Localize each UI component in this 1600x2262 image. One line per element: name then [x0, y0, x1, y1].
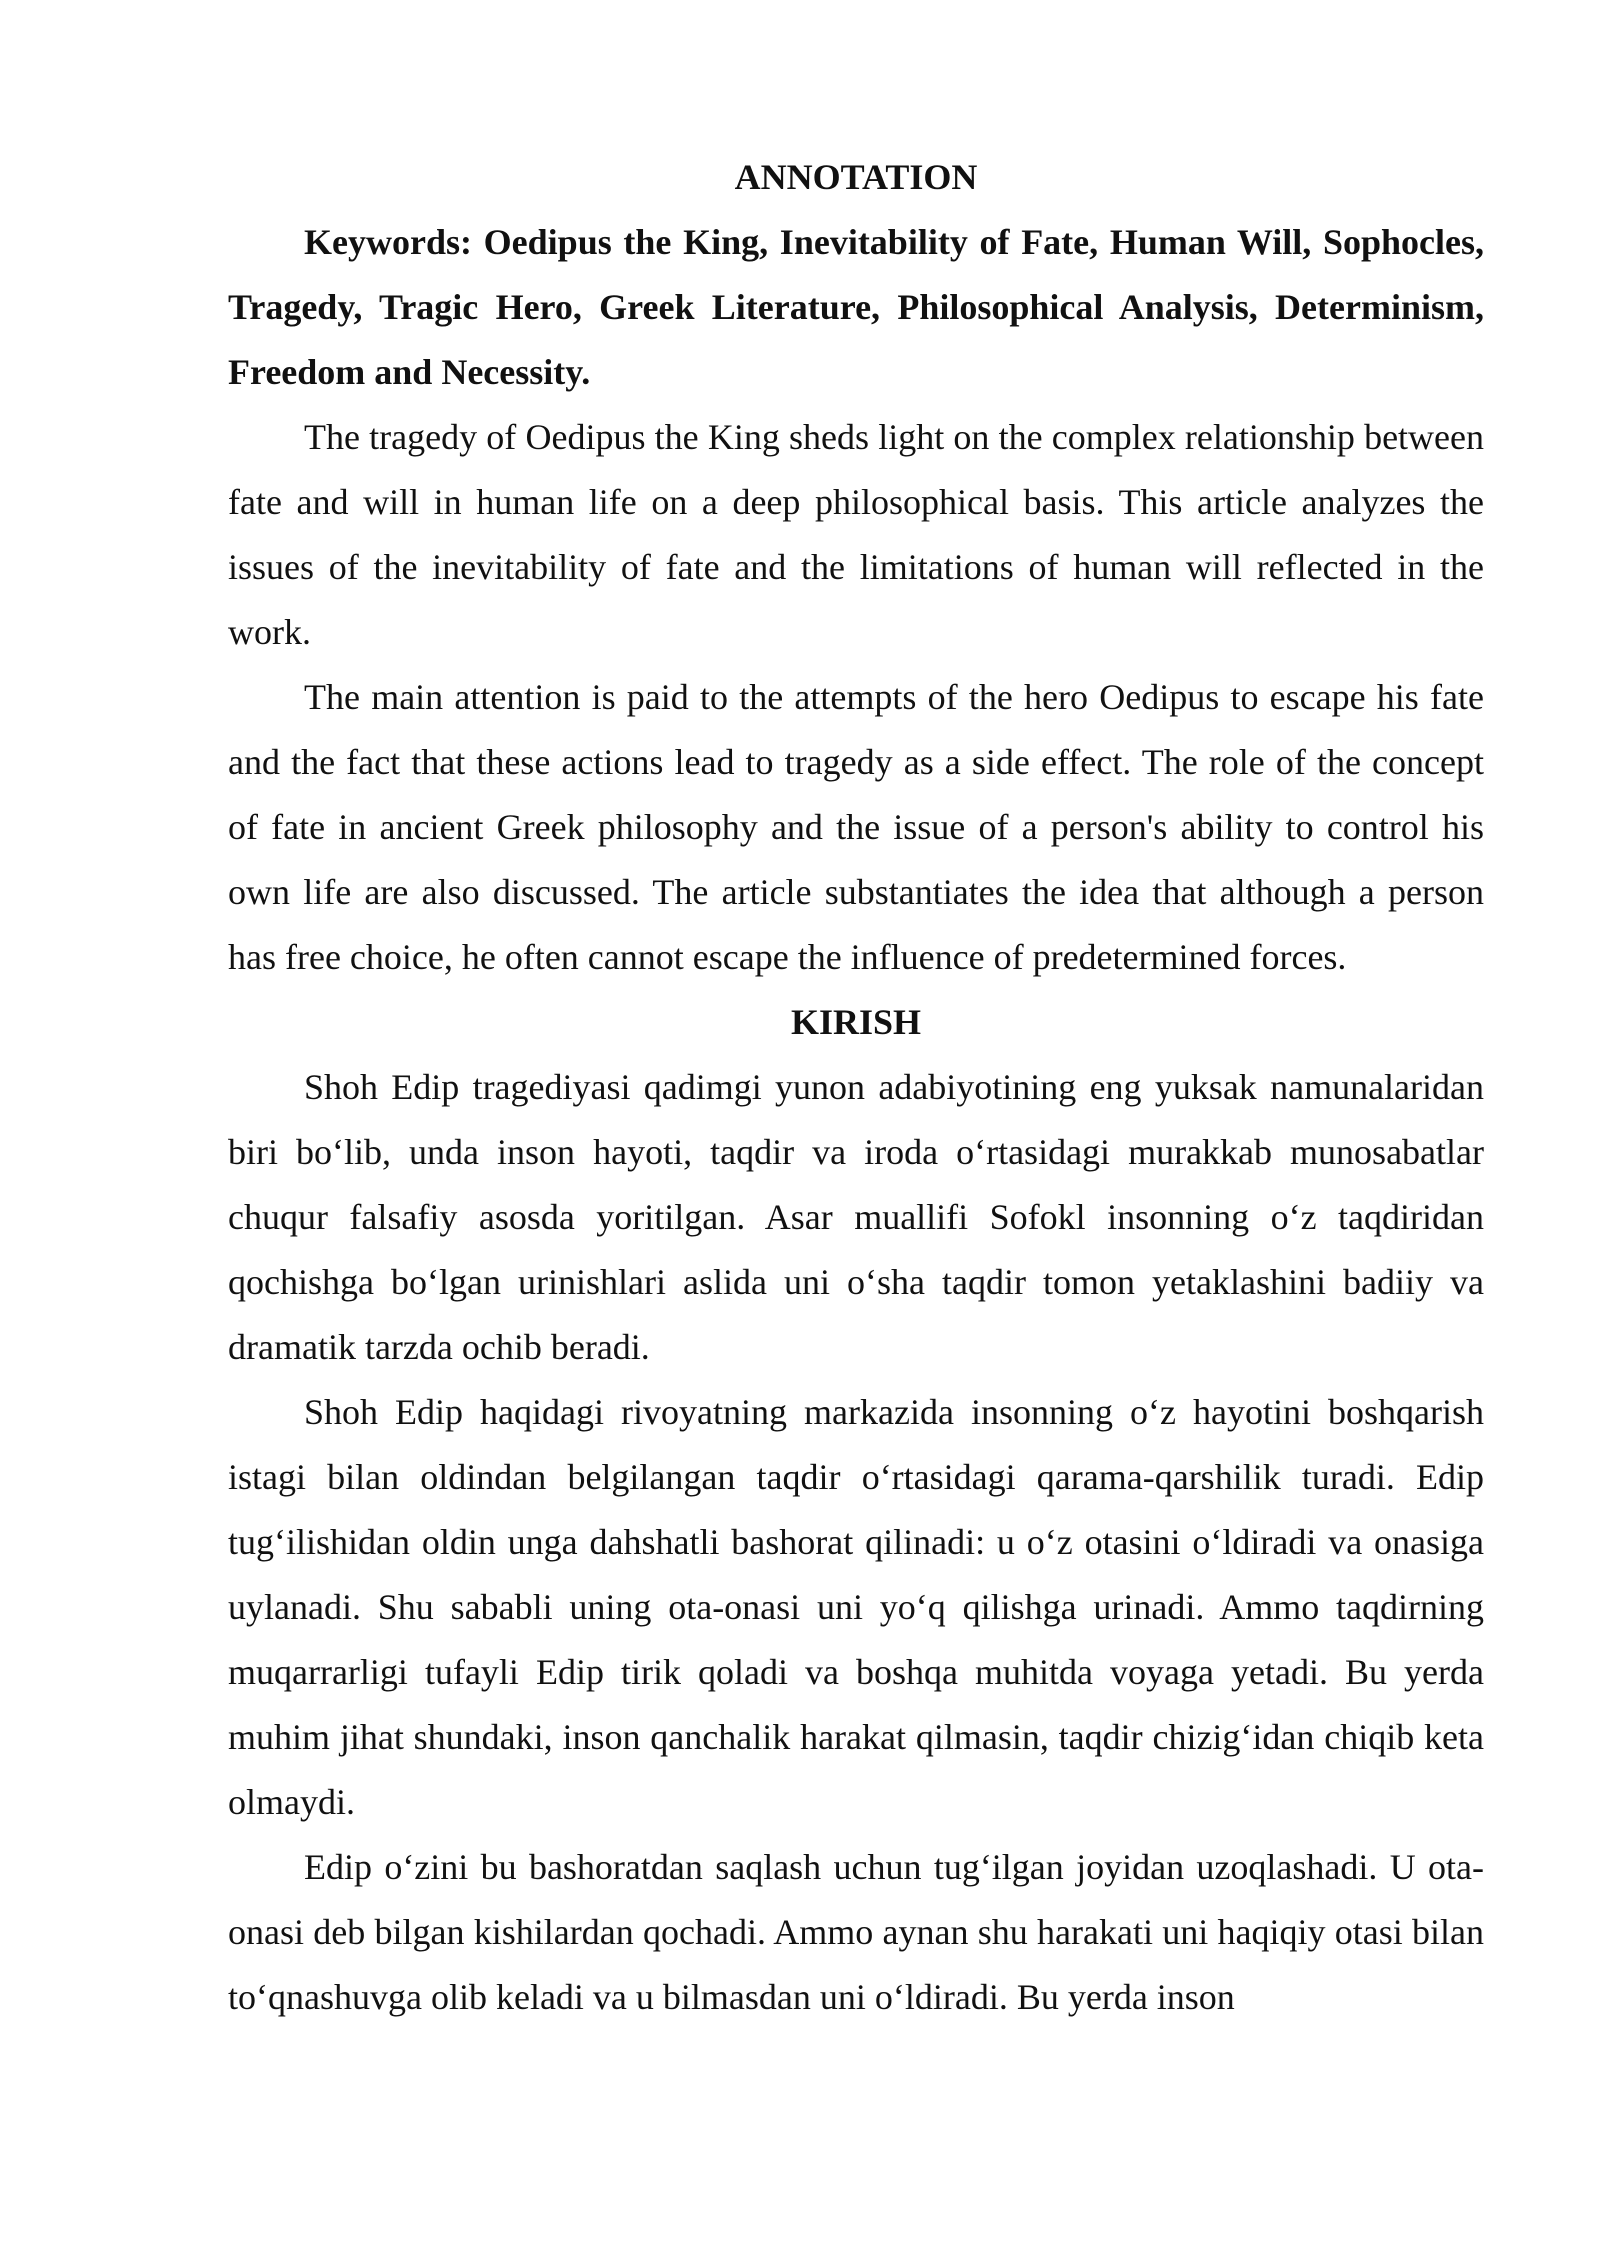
keywords-paragraph: Keywords: Oedipus the King, Inevitability of Fate, Human Will, Sophocles, Tragedy, Tragic Hero, Greek Literature, Philosophical Analysis, Determinism, Freedom and Necessity. — [228, 222, 1484, 392]
kirish-paragraph-3: Edip o‘zini bu bashoratdan saqlash uchun tug‘ilgan joyidan uzoqlashadi. U ota-onasi deb bilgan kishilardan qochadi. Ammo aynan shu harakati uni haqiqiy otasi bilan to‘qnashuvga olib keladi va u bilmasdan uni o‘ldiradi. Bu yerda inson — [228, 1847, 1484, 2017]
kirish-paragraph-2: Shoh Edip haqidagi rivoyatning markazida insonning o‘z hayotini boshqarish istagi bilan oldindan belgilangan taqdir o‘rtasidagi qarama-qarshilik turadi. Edip tug‘ilishidan oldin unga dahshatli bashorat qilinadi: u o‘z otasini o‘ldiradi va onasiga uylanadi. Shu sababli uning ota-onasi uni yo‘q qilishga urinadi. Ammo taqdirning muqarrarligi tufayli Edip tirik qoladi va boshqa muhitda voyaga yetadi. Bu yerda muhim jihat shundaki, inson qanchalik harakat qilmasin, taqdir chizig‘idan chiqib keta olmaydi. — [228, 1392, 1484, 1822]
document-page — [228, 145, 1484, 2030]
annotation-heading: ANNOTATION — [734, 157, 978, 197]
kirish-paragraph-1: Shoh Edip tragediyasi qadimgi yunon adabiyotining eng yuksak namunalaridan biri bo‘lib, unda inson hayoti, taqdir va iroda o‘rtasidagi murakkab munosabatlar chuqur falsafiy asosda yoritilgan. Asar muallifi Sofokl insonning o‘z taqdiridan qochishga bo‘lgan urinishlari aslida uni o‘sha taqdir tomon yetaklashini badiiy va dramatik tarzda ochib beradi. — [228, 1067, 1484, 1367]
annotation-paragraph-1: The tragedy of Oedipus the King sheds light on the complex relationship between fate and will in human life on a deep philosophical basis. This article analyzes the issues of the inevitability of fate and the limitations of human will reflected in the work. — [228, 417, 1484, 652]
annotation-paragraph-2: The main attention is paid to the attempts of the hero Oedipus to escape his fate and the fact that these actions lead to tragedy as a side effect. The role of the concept of fate in ancient Greek philosophy and the issue of a person's ability to control his own life are also discussed. The article substantiates the idea that although a person has free choice, he often cannot escape the influence of predetermined forces. — [228, 677, 1484, 977]
kirish-heading: KIRISH — [790, 1002, 922, 1042]
